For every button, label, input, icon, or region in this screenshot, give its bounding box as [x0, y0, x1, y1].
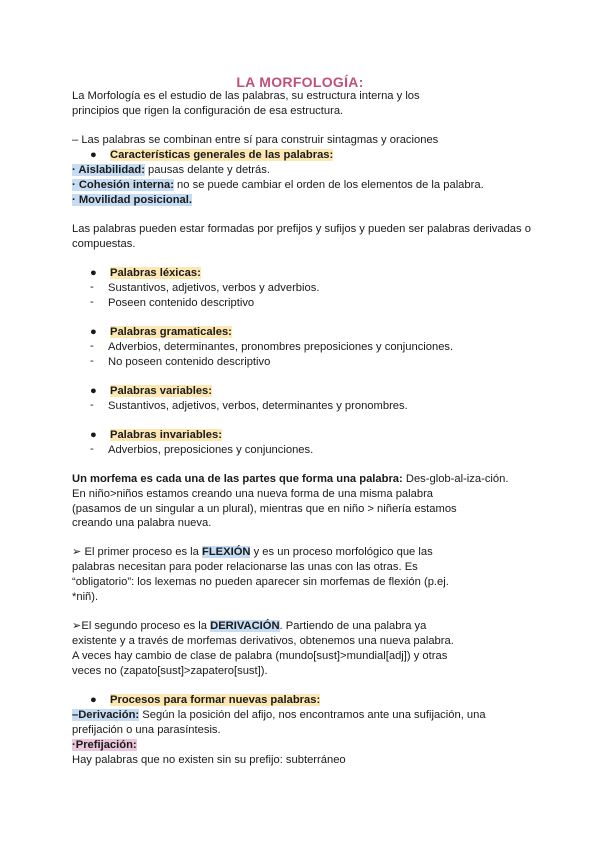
- dash-icon: -: [90, 399, 94, 411]
- dash-icon: -: [90, 355, 94, 367]
- flexion-intro: [72, 545, 433, 559]
- flexion-line: *niñ).: [72, 591, 99, 603]
- derivacion-term: DERIVACIÓN: [210, 620, 280, 632]
- item-label: Movilidad posicional.: [78, 194, 192, 206]
- bullet-icon: ●: [90, 267, 97, 279]
- derivacion-text: Según la posición del afijo, nos encontramos ante una sufijación, una: [139, 709, 486, 721]
- group-item: Adverbios, determinantes, pronombres preposiciones y conjunciones.: [108, 341, 454, 353]
- group-item: Sustantivos, adjetivos, verbos, determinantes y pronombres.: [108, 400, 408, 412]
- dash-icon: -: [90, 340, 94, 352]
- group-heading: [90, 325, 232, 339]
- derivacion-definition: [72, 708, 486, 722]
- morfema-bold: Un morfema es cada una de las partes que forma una palabra:: [72, 473, 403, 485]
- group-item: Adverbios, preposiciones y conjunciones.: [108, 444, 314, 456]
- item-label: Aislabilidad:: [78, 164, 145, 176]
- flexion-term: FLEXIÓN: [202, 546, 251, 558]
- group-heading: [90, 384, 212, 398]
- morfema-line: (pasamos de un singular a un plural), mientras que en niño > niñería estamos: [72, 503, 457, 515]
- morfema-line: En niño>niños estamos creando una nueva forma de una misma palabra: [72, 488, 434, 500]
- derivacion-post: . Partiendo de una palabra ya: [279, 620, 427, 632]
- dash-icon: -: [90, 296, 94, 308]
- procesos-heading-text: Procesos para formar nuevas palabras:: [110, 694, 321, 706]
- derivacion-intro: [72, 619, 426, 633]
- prefijacion-label-line: [72, 738, 137, 752]
- characteristics-heading-text: Características generales de las palabras:: [110, 149, 334, 161]
- item-label: Cohesión interna:: [78, 179, 174, 191]
- morfema-definition: [72, 472, 508, 486]
- derivacion-label: –Derivación:: [72, 709, 140, 721]
- bullet-icon: ●: [90, 149, 97, 161]
- bullet-icon: ●: [90, 385, 97, 397]
- flexion-line: palabras necesitan para poder relacionarse las unas con las otras. Es: [72, 561, 418, 573]
- derivacion-pre: ➢El segundo proceso es la: [72, 620, 211, 632]
- item-prefix: ·: [72, 164, 79, 176]
- characteristic-item: [72, 178, 484, 192]
- prefijacion-text: Hay palabras que no existen sin su prefijo: subterráneo: [72, 754, 346, 766]
- prefijacion-label: ·Prefijación:: [72, 739, 137, 751]
- group-heading: [90, 428, 222, 442]
- group-heading-text: Palabras léxicas:: [110, 267, 201, 279]
- page-title: LA MORFOLOGÍA:: [236, 74, 364, 90]
- intro-line-1: La Morfología es el estudio de las palabras, su estructura interna y los: [72, 90, 420, 102]
- item-prefix: ·: [72, 194, 79, 206]
- derivacion-line: veces no (zapato[sust]>zapatero[sust]).: [72, 665, 268, 677]
- derivacion-line: existente y a través de morfemas derivativos, obtenemos una nueva palabra.: [72, 635, 454, 647]
- bullet-icon: ●: [90, 694, 97, 706]
- derivacion-line-2: prefijación o una parasíntesis.: [72, 724, 221, 736]
- procesos-heading: [90, 693, 320, 707]
- flexion-line: “obligatorio”: los lexemas no pueden aparecer sin morfemas de flexión (p.ej.: [72, 576, 449, 588]
- intro-line-2: principios que rigen la configuración de esa estructura.: [72, 105, 344, 117]
- morfema-line: creando una palabra nueva.: [72, 517, 212, 529]
- morfema-example: Des-glob-al-iza-ción.: [402, 473, 509, 485]
- derivacion-line: A veces hay cambio de clase de palabra (mundo[sust]>mundial[adj]) y otras: [72, 650, 448, 662]
- flexion-post: y es un proceso morfológico que las: [250, 546, 433, 558]
- dash-icon: -: [90, 443, 94, 455]
- group-item: Sustantivos, adjetivos, verbos y adverbios.: [108, 282, 320, 294]
- group-heading-text: Palabras gramaticales:: [110, 326, 232, 338]
- dash-icon: -: [90, 281, 94, 293]
- item-text: no se puede cambiar el orden de los elementos de la palabra.: [173, 179, 484, 191]
- item-prefix: ·: [72, 179, 79, 191]
- combine-line: – Las palabras se combinan entre sí para construir sintagmas y oraciones: [72, 134, 439, 146]
- bullet-icon: ●: [90, 429, 97, 441]
- characteristics-heading: [90, 148, 333, 162]
- group-heading-text: Palabras variables:: [110, 385, 212, 397]
- formation-line-1: Las palabras pueden estar formadas por prefijos y sufijos y pueden ser palabras derivadas o: [72, 223, 531, 235]
- flexion-pre: ➢ El primer proceso es la: [72, 546, 202, 558]
- formation-line-2: compuestas.: [72, 238, 136, 250]
- group-heading-text: Palabras invariables:: [110, 429, 222, 441]
- bullet-icon: ●: [90, 326, 97, 338]
- characteristic-item: [72, 163, 270, 177]
- item-text: pausas delante y detrás.: [144, 164, 270, 176]
- characteristic-item: [72, 193, 192, 207]
- group-item: No poseen contenido descriptivo: [108, 356, 271, 368]
- group-heading: [90, 266, 201, 280]
- group-item: Poseen contenido descriptivo: [108, 297, 255, 309]
